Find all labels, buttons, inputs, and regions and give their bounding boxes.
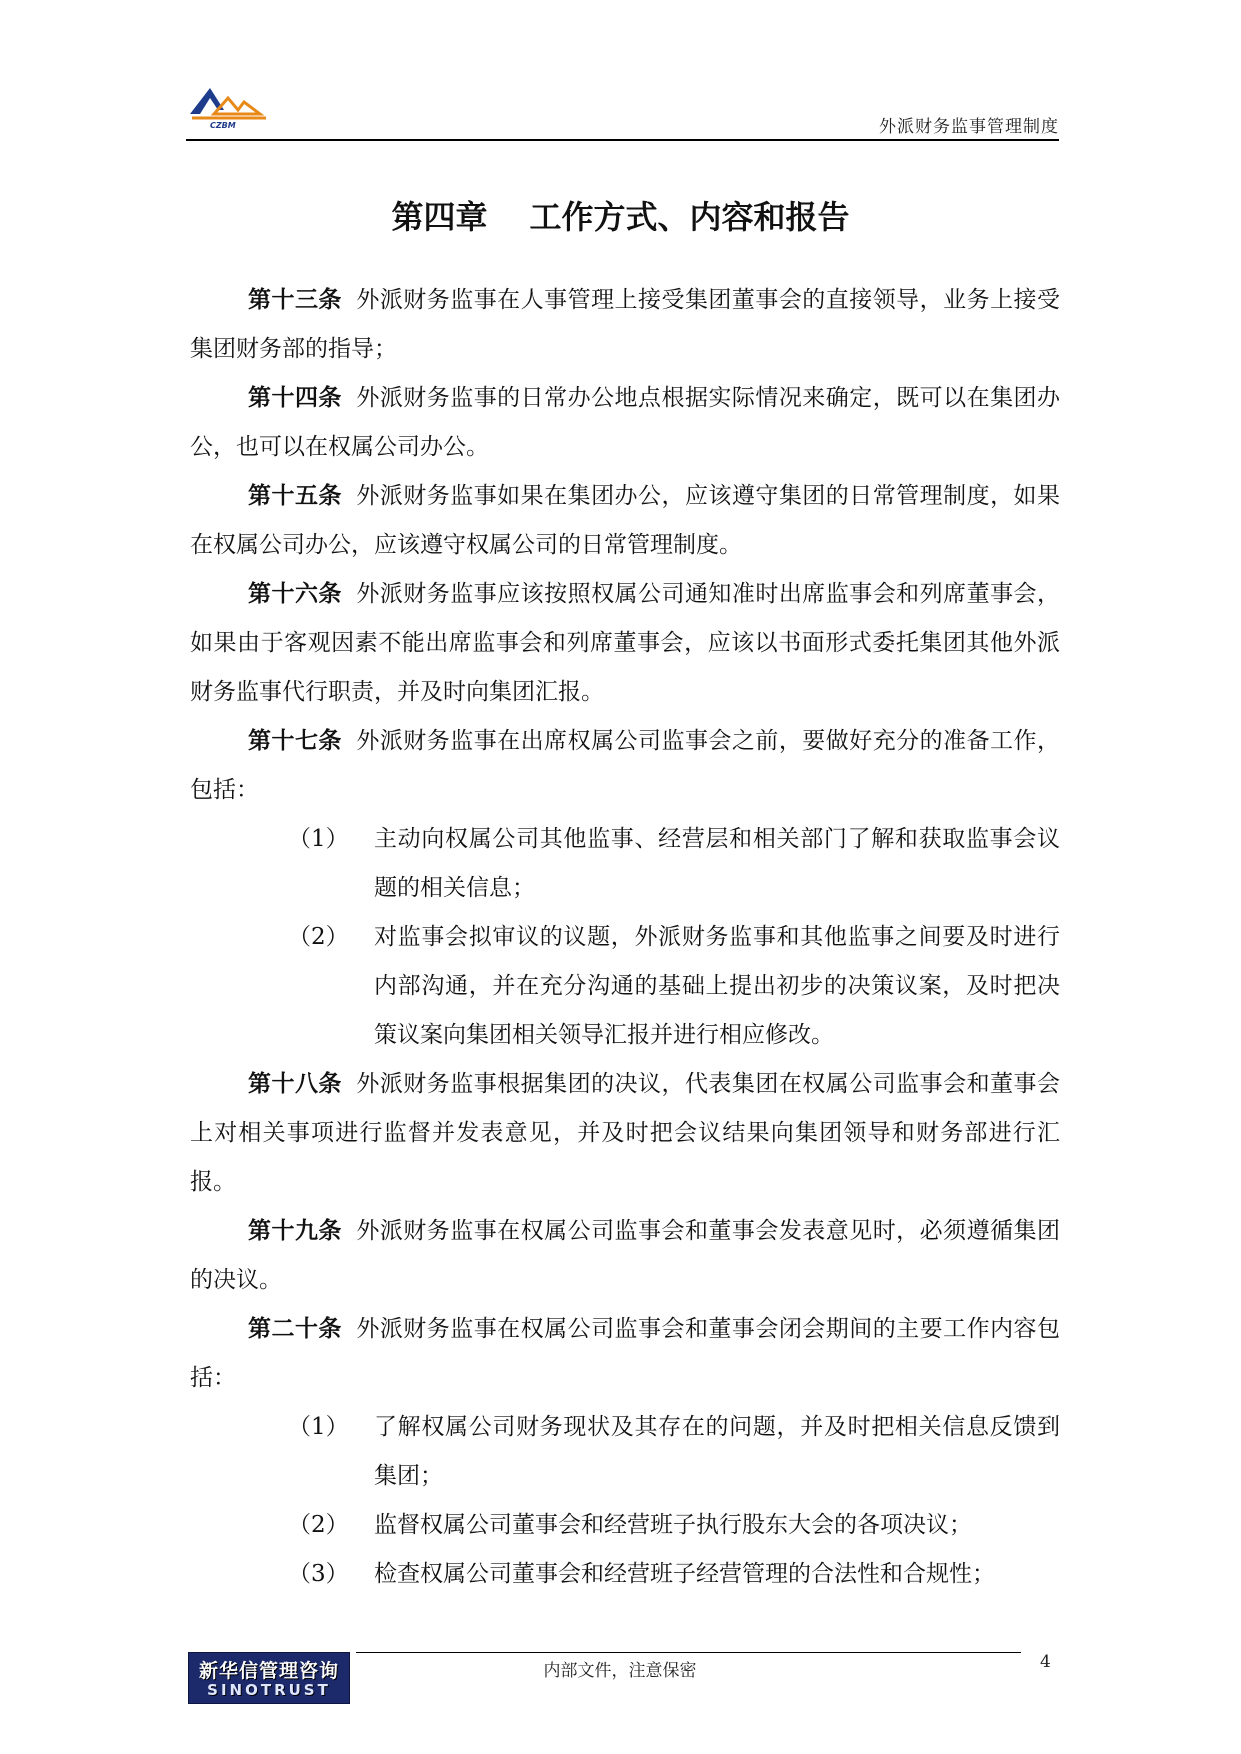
- article-15: [190, 472, 1060, 570]
- list-item: [190, 1501, 1060, 1550]
- chapter-title: 工作方式、内容和报告: [529, 198, 850, 236]
- article-label: 第十三条: [248, 287, 342, 313]
- article-text: 外派财务监事在权属公司监事会和董事会发表意见时，必须遵循集团的决议。: [190, 1218, 1061, 1293]
- list-item: [190, 1403, 1060, 1501]
- article-label: 第十九条: [248, 1218, 342, 1244]
- list-item-number: （1）: [288, 1414, 349, 1440]
- article-label: 第十七条: [248, 728, 342, 754]
- list-item-number: （1）: [288, 826, 349, 852]
- article-19: [190, 1207, 1060, 1305]
- article-label: 第二十条: [248, 1316, 342, 1342]
- list-item: [190, 913, 1060, 1060]
- chapter-heading: [0, 192, 1241, 238]
- article-text: 外派财务监事在人事管理上接受集团董事会的直接领导，业务上接受集团财务部的指导；: [190, 287, 1061, 362]
- list-item-text: 监督权属公司董事会和经营班子执行股东大会的各项决议；: [374, 1512, 972, 1538]
- document-body: [190, 276, 1060, 1599]
- list-item: [190, 1550, 1060, 1599]
- list-item-number: （2）: [288, 1512, 349, 1538]
- company-logo: [188, 84, 270, 130]
- article-14: [190, 374, 1060, 472]
- article-20: [190, 1305, 1060, 1403]
- article-text: 外派财务监事在出席权属公司监事会之前，要做好充分的准备工作，包括：: [190, 728, 1061, 803]
- page-number: 4: [1040, 1652, 1051, 1672]
- list-item-number: （3）: [288, 1561, 349, 1587]
- article-text: 外派财务监事的日常办公地点根据实际情况来确定，既可以在集团办公，也可以在权属公司办公。: [190, 385, 1061, 460]
- header-rule: [186, 139, 1059, 141]
- logo-text: CZBM: [210, 121, 236, 130]
- list-item-text: 了解权属公司财务现状及其存在的问题，并及时把相关信息反馈到集团；: [374, 1414, 1060, 1489]
- list-item: [190, 815, 1060, 913]
- article-text: 外派财务监事根据集团的决议，代表集团在权属公司监事会和董事会上对相关事项进行监督并发表意见，并及时把会议结果向集团领导和财务部进行汇报。: [190, 1071, 1061, 1195]
- chapter-number: 第四章: [391, 198, 488, 236]
- article-label: 第十八条: [248, 1071, 342, 1097]
- confidential-note: 内部文件，注意保密: [543, 1661, 697, 1681]
- article-label: 第十六条: [248, 581, 342, 607]
- footer-logo-cn: 新华信管理咨询: [198, 1660, 339, 1682]
- article-17: [190, 717, 1060, 815]
- list-item-text: 对监事会拟审议的议题，外派财务监事和其他监事之间要及时进行内部沟通，并在充分沟通的基础上提出初步的决策议案，及时把决策议案向集团相关领导汇报并进行相应修改。: [374, 924, 1060, 1048]
- article-13: [190, 276, 1060, 374]
- article-label: 第十四条: [248, 385, 342, 411]
- article-text: 外派财务监事应该按照权属公司通知准时出席监事会和列席董事会，如果由于客观因素不能出席监事会和列席董事会，应该以书面形式委托集团其他外派财务监事代行职责，并及时向集团汇报。: [190, 581, 1061, 705]
- footer-rule: [356, 1652, 1021, 1653]
- list-item-text: 检查权属公司董事会和经营班子经营管理的合法性和合规性；: [374, 1561, 995, 1587]
- article-label: 第十五条: [248, 483, 342, 509]
- list-item-text: 主动向权属公司其他监事、经营层和相关部门了解和获取监事会议题的相关信息；: [374, 826, 1060, 901]
- footer-logo-en: SINOTRUST: [207, 1681, 331, 1699]
- article-text: 外派财务监事如果在集团办公，应该遵守集团的日常管理制度，如果在权属公司办公，应该遵守权属公司的日常管理制度。: [190, 483, 1061, 558]
- sinotrust-logo: [188, 1652, 350, 1704]
- article-text: 外派财务监事在权属公司监事会和董事会闭会期间的主要工作内容包括：: [190, 1316, 1061, 1391]
- article-16: [190, 570, 1060, 717]
- list-item-number: （2）: [288, 924, 349, 950]
- header-doc-title: 外派财务监事管理制度: [879, 117, 1059, 137]
- article-18: [190, 1060, 1060, 1207]
